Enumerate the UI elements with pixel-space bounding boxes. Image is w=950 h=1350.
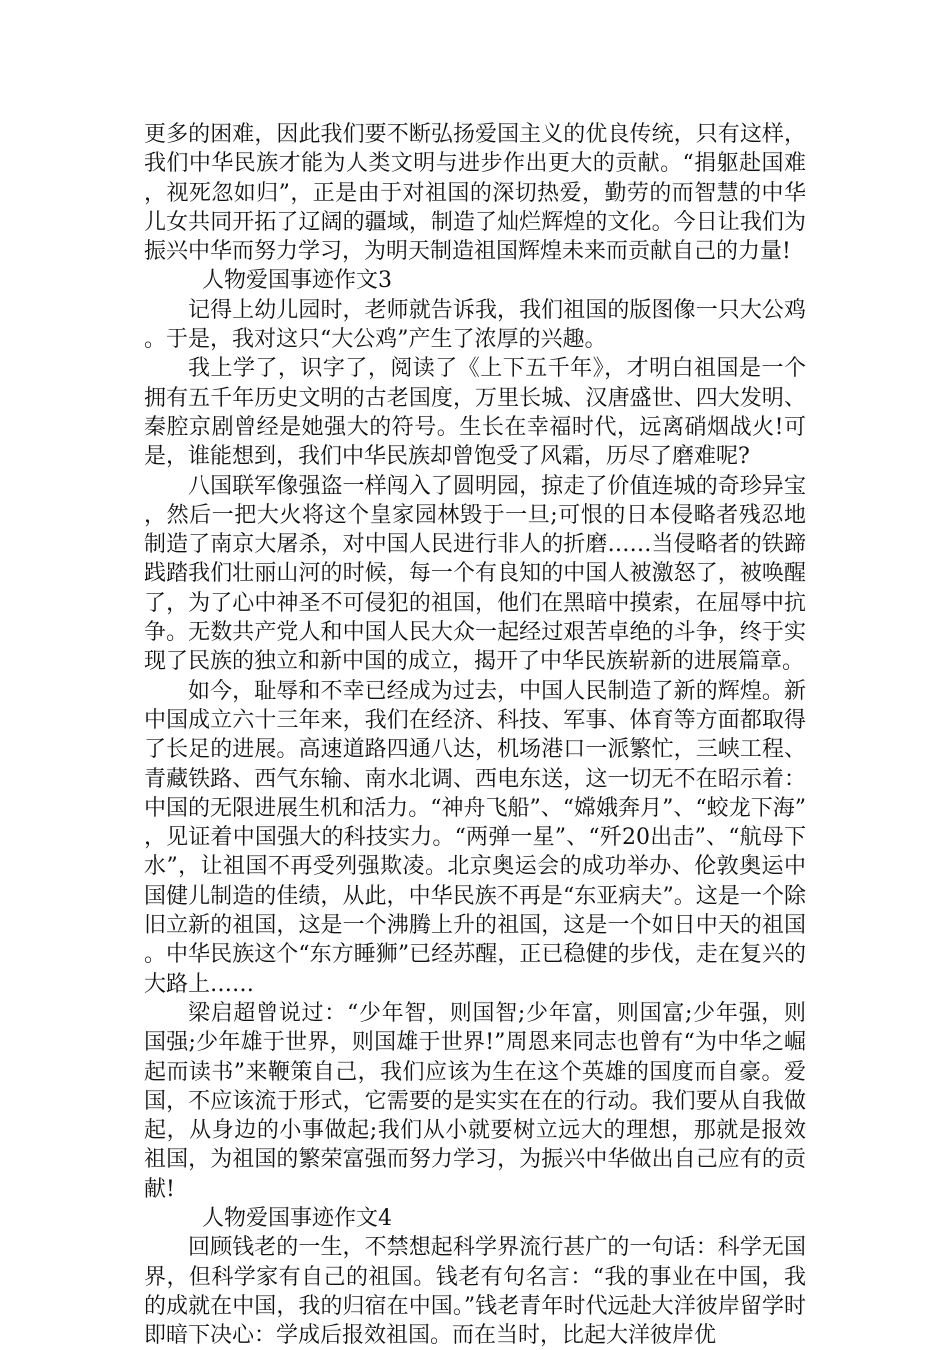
paragraph-6: 梁启超曾说过：“少年智，则国智;少年富，则国富;少年强，则国强;少年雄于世界，则国雄于世界!”周恩来同志也曾有“为中华之崛起而读书”来鞭策自己，我们应该为生在这个英雄的国度而自豪。爱国，不应该流于形式，它需要的是实实在在的行动。我们要从自我做起，从身边的小事做起;我们从小就要树立远大的理想，那就是报效祖国，为祖国的繁荣富强而努力学习，为振兴中华做出自己应有的贡献! — [144, 1000, 806, 1202]
paragraph-4: 八国联军像强盗一样闯入了圆明园，掠走了价值连城的奇珍异宝，然后一把大火将这个皇家园林毁于一旦;可恨的日本侵略者残忍地制造了南京大屠杀，对中国人民进行非人的折磨……当侵略者的铁蹄践踏我们壮丽山河的时候，每一个有良知的中国人被激怒了，被唤醒了，为了心中神圣不可侵犯的祖国，他们在黑暗中摸索，在屈辱中抗争。无数共产党人和中国人民大众一起经过艰苦卓绝的斗争，终于实现了民族的独立和新中国的成立，揭开了中华民族崭新的进展篇章。 — [144, 473, 806, 675]
paragraph-7: 回顾钱老的一生，不禁想起科学界流行甚广的一句话：科学无国界，但科学家有自己的祖国。钱老有句名言：“我的事业在中国，我的成就在中国，我的归宿在中国。”钱老青年时代远赴大洋彼岸留学时即暗下决心：学成后报效祖国。而在当时，比起大洋彼岸优 — [144, 1235, 806, 1349]
document-body — [144, 120, 806, 1350]
section-title-4: 人物爱国事迹作文4 — [202, 1205, 392, 1231]
paragraph-5: 如今，耻辱和不幸已经成为过去，中国人民制造了新的辉煌。新中国成立六十三年来，我们在经济、科技、军事、体育等方面都取得了长足的进展。高速道路四通八达，机场港口一派繁忙，三峡工程、青藏铁路、西气东输、南水北调、西电东送，这一切无不在昭示着：中国的无限进展生机和活力。“神舟飞船”、“嫦娥奔月”、“蛟龙下海”，见证着中国强大的科技实力。“两弹一星”、“歼20出击”、“航母下水”，让祖国不再受列强欺凌。北京奥运会的成功举办、伦敦奥运中国健儿制造的佳绩，从此，中华民族不再是“东亚病夫”。这是一个除旧立新的祖国，这是一个沸腾上升的祖国，这是一个如日中天的祖国。中华民族这个“东方睡狮”已经苏醒，正已稳健的步伐，走在复兴的大路上…… — [144, 678, 806, 997]
paragraph-1: 更多的困难，因此我们要不断弘扬爱国主义的优良传统，只有这样，我们中华民族才能为人类文明与进步作出更大的贡献。“捐躯赴国难，视死忽如归”，正是由于对祖国的深切热爱，勤劳的而智慧的中华儿女共同开拓了辽阔的疆域，制造了灿烂辉煌的文化。今日让我们为振兴中华而努力学习，为明天制造祖国辉煌未来而贡献自己的力量! — [144, 122, 806, 265]
section-title-3: 人物爱国事迹作文3 — [202, 268, 392, 294]
paragraph-2: 记得上幼儿园时，老师就告诉我，我们祖国的版图像一只大公鸡。于是，我对这只“大公鸡”产生了浓厚的兴趣。 — [144, 297, 806, 353]
paragraph-3: 我上学了，识字了，阅读了《上下五千年》，才明白祖国是一个拥有五千年历史文明的古老国度，万里长城、汉唐盛世、四大发明、秦腔京剧曾经是她强大的符号。生长在幸福时代，远离硝烟战火!可是，谁能想到，我们中华民族却曾饱受了风霜，历尽了磨难呢? — [144, 356, 806, 470]
